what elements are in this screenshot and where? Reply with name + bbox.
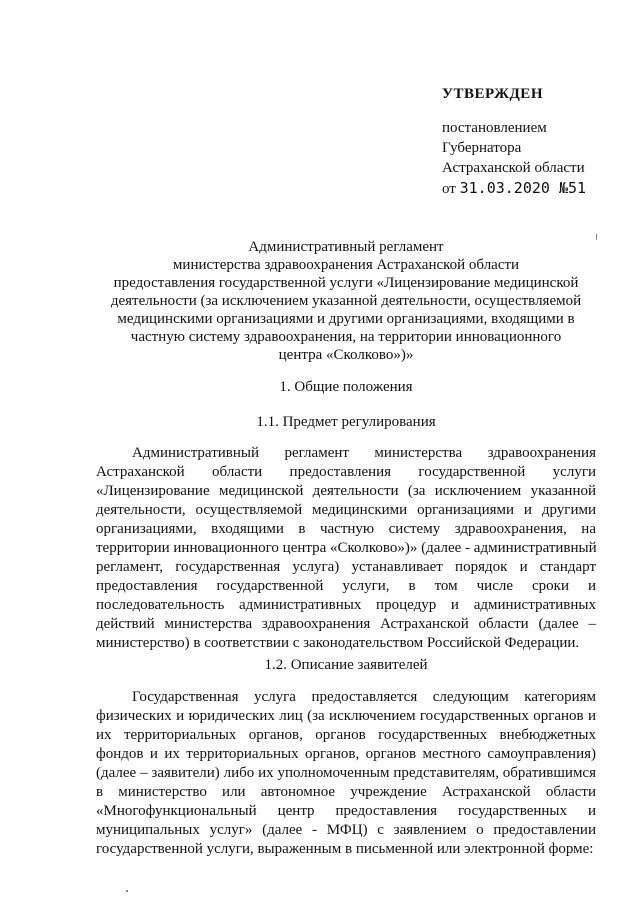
document-title-line: деятельности (за исключением указанной деятельности, осуществляемой <box>110 293 582 309</box>
paragraph-line: предоставления государственной услуги, в том числе сроки и <box>96 578 596 594</box>
paragraph-line: государственной услуги, выраженным в письменной или электронной форме: <box>96 841 594 857</box>
approval-line: Губернатора <box>442 140 522 156</box>
paragraph-line: действий министерства здравоохранения Астраханской области (далее – <box>96 616 596 632</box>
document-title-line: центра «Сколково»)» <box>278 347 414 363</box>
scan-speck <box>126 890 128 892</box>
paragraph-line: последовательность административных процедур и административных <box>96 597 596 613</box>
document-title-line: медицинскими организациями и другими организациями, входящими в <box>117 311 575 327</box>
paragraph-line: Административный регламент министерства здравоохранения <box>132 445 596 461</box>
paragraph-line: физических и юридических лиц (за исключением государственных органов и <box>96 708 596 724</box>
approval-block <box>442 84 622 199</box>
paragraph-line: их территориальных органов, органов государственных внебюджетных <box>96 727 596 743</box>
document-title-line: министерства здравоохранения Астраханской области <box>172 257 520 273</box>
approval-date-stamp: 31.03.2020 №51 <box>459 179 587 197</box>
subsection-heading: 1.2. Описание заявителей <box>264 657 428 673</box>
document-title-line: частную систему здравоохранения, на территории инновационного <box>130 329 562 345</box>
paragraph-line: «Многофункциональный центр предоставления государственных и <box>96 803 596 819</box>
scan-speck <box>596 234 597 240</box>
approval-date-prefix: от <box>442 181 456 197</box>
paragraph-line: муниципальных услуг» (далее - МФЦ) с заявлением о предоставлении <box>96 822 596 838</box>
paragraph-line: фондов и их территориальных органов, органов местного самоуправления) <box>96 746 596 762</box>
document-title <box>96 238 596 364</box>
paragraph-line: «Лицензирование медицинской деятельности (за исключением указанной <box>96 483 596 499</box>
paragraph-line: организациями, входящими в частную систему здравоохранения, на <box>96 521 596 537</box>
paragraph-line: в министерство или автономное учреждение Астраханской области <box>96 784 596 800</box>
paragraph-line: регламент, государственная услуга) устанавливает порядок и стандарт <box>96 559 596 575</box>
approval-line: постановлением <box>442 120 547 136</box>
paragraph-subject <box>96 444 596 653</box>
document-title-line: Административный регламент <box>248 239 444 255</box>
subsection-heading: 1.1. Предмет регулирования <box>256 414 436 430</box>
paragraph-line: территории инновационного центра «Сколково»)» (далее - административный <box>96 540 597 556</box>
document-title-line: предоставления государственной услуги «Лицензирование медицинской <box>113 275 579 291</box>
approval-title: УТВЕРЖДЕН <box>442 86 543 102</box>
paragraph-line: Астраханской области предоставления государственной услуги <box>96 464 596 480</box>
paragraph-line: деятельности, осуществляемой медицинскими организациями и другими <box>96 502 596 518</box>
approval-line: Астраханской области <box>442 160 585 176</box>
section-heading: 1. Общие положения <box>279 379 413 395</box>
paragraph-line: министерство) в соответствии с законодательством Российской Федерации. <box>96 635 580 651</box>
paragraph-applicants <box>96 688 596 859</box>
paragraph-line: (далее – заявители) либо их уполномоченным представителям, обратившимся <box>96 765 596 781</box>
approval-date <box>442 178 622 199</box>
paragraph-line: Государственная услуга предоставляется следующим категориям <box>132 689 596 705</box>
